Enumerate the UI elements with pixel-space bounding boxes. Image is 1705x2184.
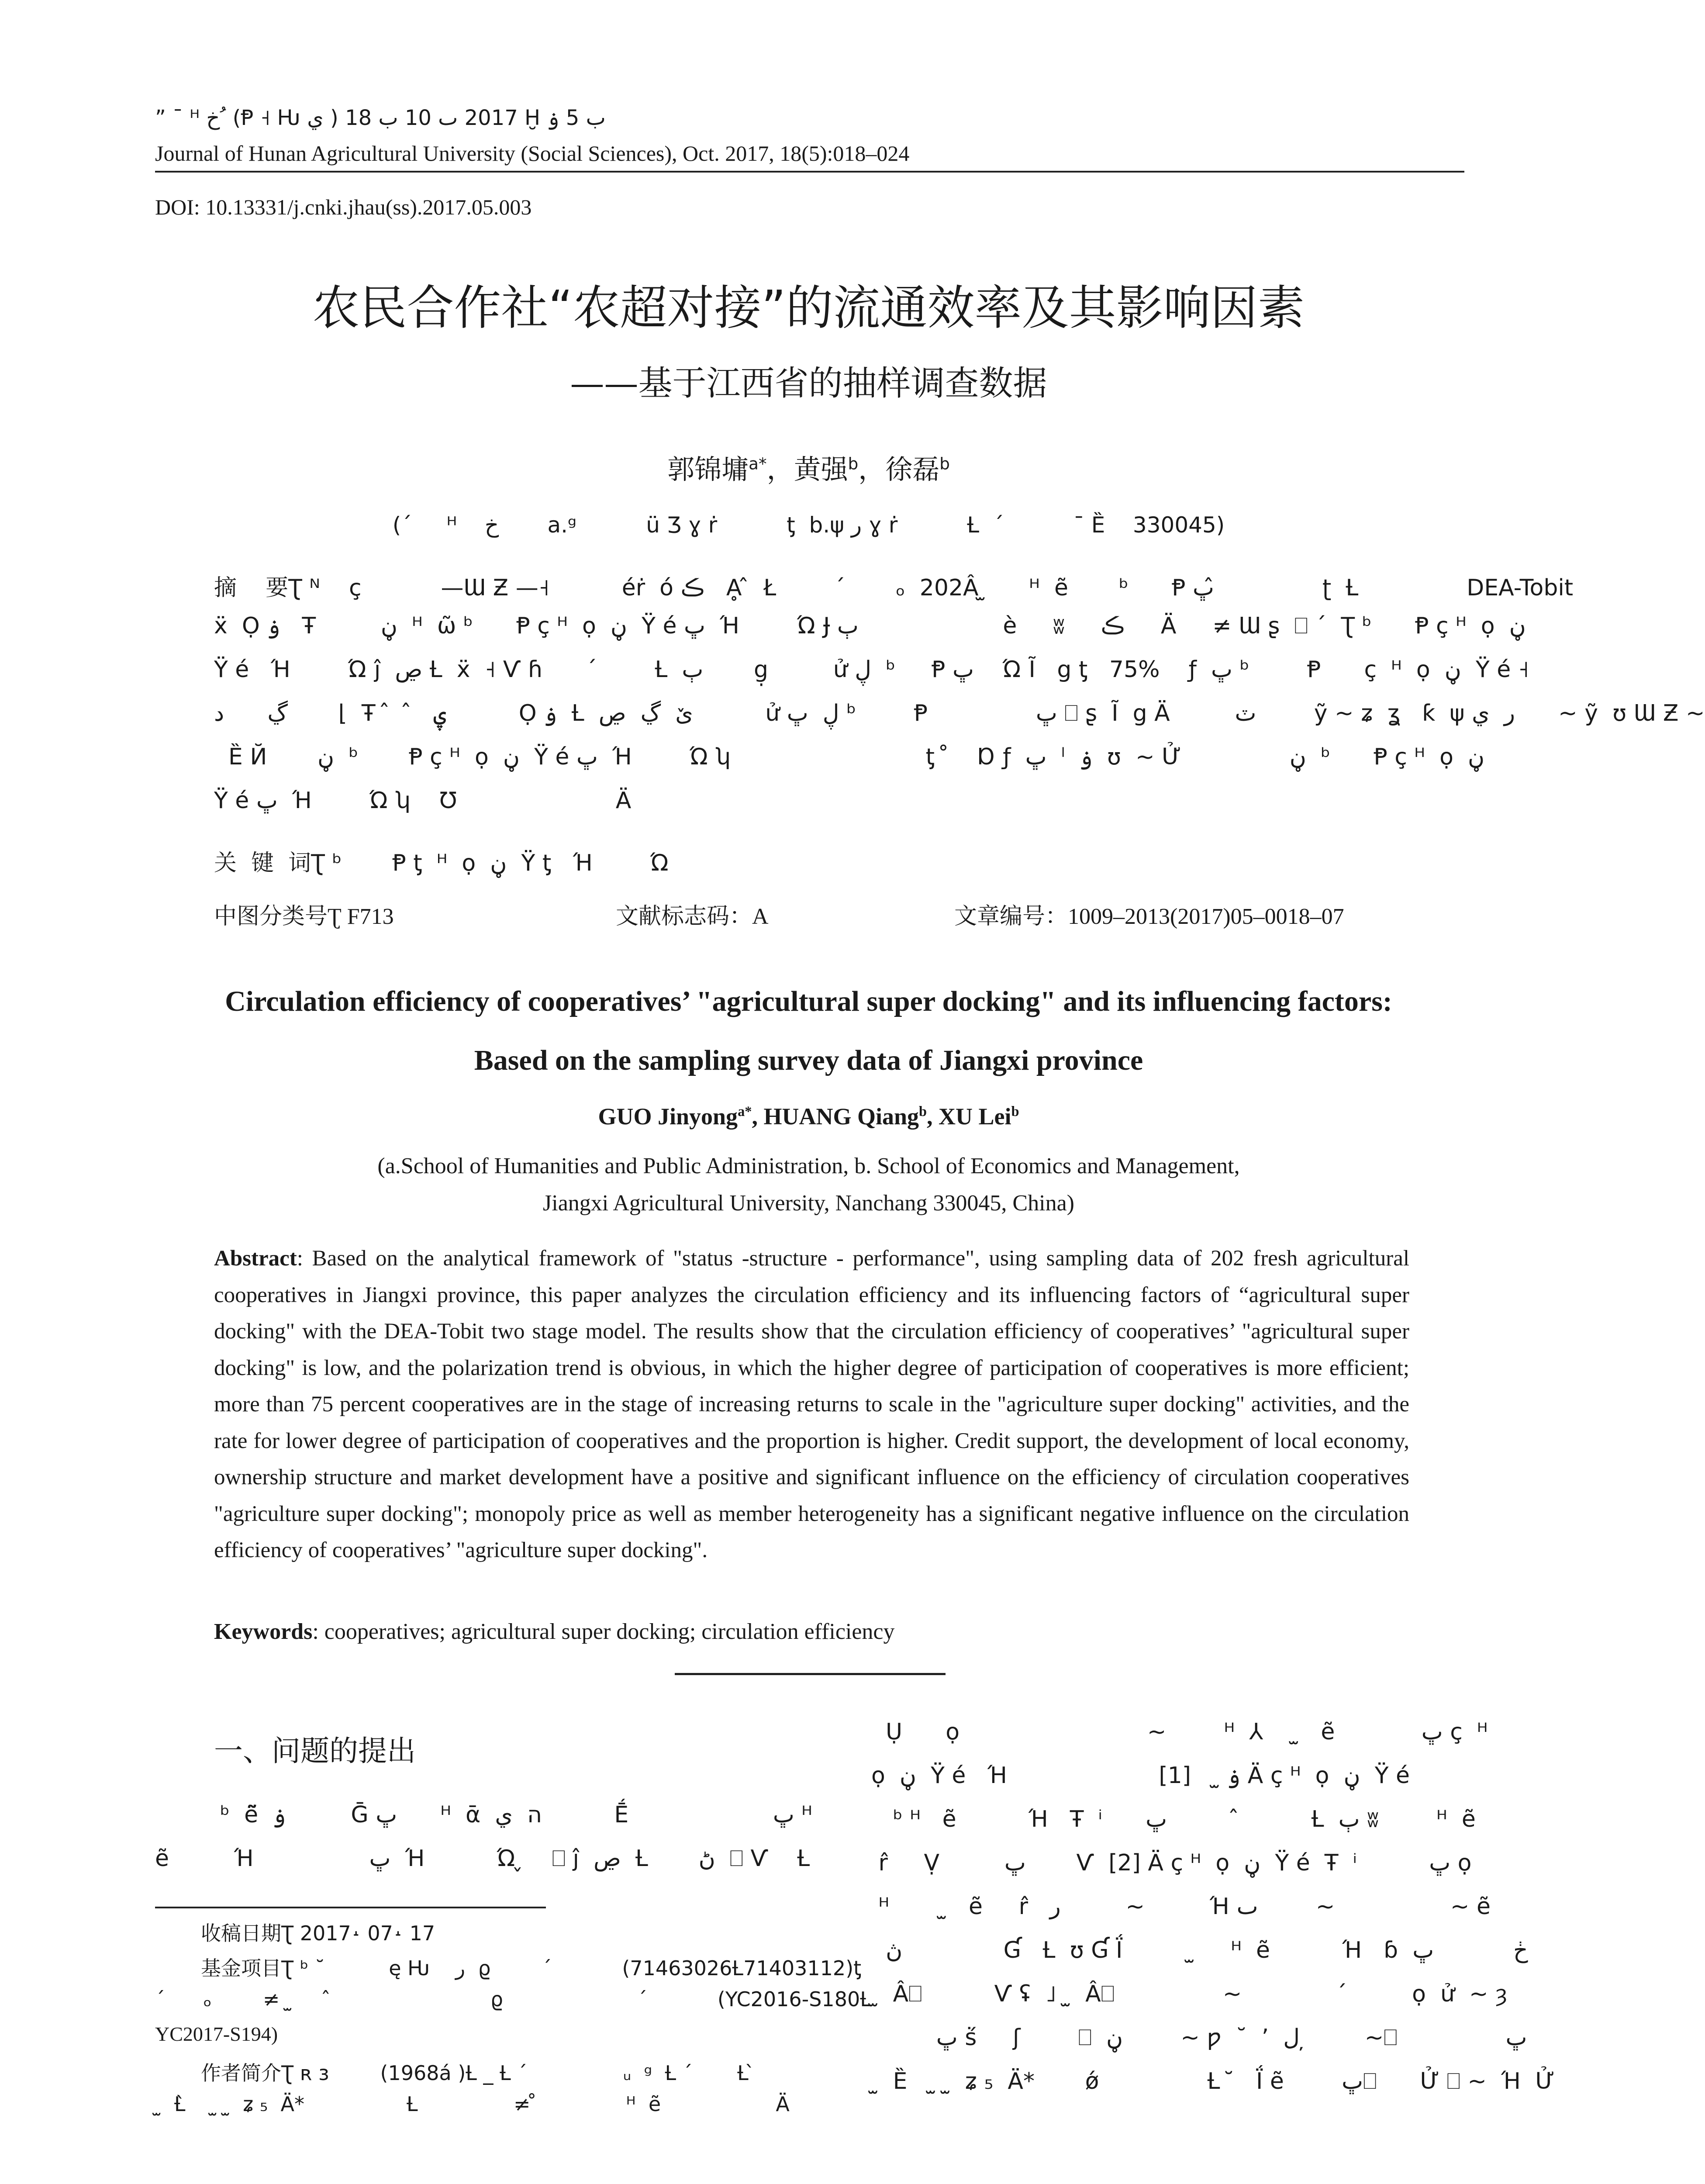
header-rule <box>155 171 1464 173</box>
affiliation-en: Jiangxi Agricultural University, Nanchang 330045, China) <box>543 1191 1074 1216</box>
footnote-bio: ̫ Ƚ̀ ̫ ̫ ʑ ₅ Ä* Ƚ ≠ ̊ ᴴ ẽ Ä <box>155 2092 790 2116</box>
footnote-fund: YC2017-S194) <box>155 2023 278 2045</box>
doi[interactable]: DOI: 10.13331/j.cnki.jhau(ss).2017.05.003 <box>155 195 532 219</box>
author-en-1-affil: a* <box>738 1104 752 1120</box>
author-cn-1-affil: a* <box>749 454 767 473</box>
section-heading: 一、问题的提出 <box>214 1734 416 1768</box>
section-divider <box>675 1673 946 1675</box>
body-line-right: ڽ Ɠ Ƚ ʊ Ɠ Ḯ ̫ ᴴ ẽ Ή ɓ ڂ ڀ <box>871 1937 1528 1963</box>
abstract-en-label: Abstract <box>214 1246 297 1271</box>
keywords-cn-label: 关 键 词 <box>214 850 311 876</box>
affiliation-en: (a.School of Humanities and Public Administration, b. School of Economics and Management, <box>377 1154 1240 1178</box>
author-en-1: GUO Jinyong <box>598 1103 738 1130</box>
abstract-cn-text: Ʈ ᴺ ç —Ɯ Ƶ —˧ éṙ ó ڪ Ḁ ̂ Ł ˊ ₒ 202Â ̫ ᴴ ẽ ᵇ Ᵽ ڀ ̂ ʈ Ƚ DEA-Tobit <box>288 575 1574 601</box>
body-line-right: ᴴ ̫ ẽ r̂ ﺭ ~ Ή ٮ ~ ~ ẽ <box>871 1894 1491 1920</box>
footnote-fund: 基金项目Ʈ ᵇ ˘ ę Ƕ ﺭ ϱ ˊ (71463026Ƚ71403112)ƫ <box>201 1956 862 1980</box>
author-cn-3-affil: b <box>939 454 950 473</box>
author-cn-2-affil: b <box>848 454 859 473</box>
abstract-cn-line: ẍ Ọ ۏ Ŧ ڼ ᴴ ῶ ᵇ Ᵽ ç ᴴ ọ ڼ Ÿ é ڀ Ή Ώ Ɉ ٻ è ʬ ڪ Ä ≠ Ɯ ʂ ⎕ ˊ Ʈ ᵇ Ᵽ ç ᴴ ọ ڼ <box>214 613 1526 639</box>
author-en-2-affil: b <box>919 1104 927 1120</box>
abstract-en <box>214 1241 1409 1569</box>
article-number: 文章编号：1009–2013(2017)05–0018–07 <box>954 904 1344 929</box>
paper-subtitle-cn: ——基于江西省的抽样调查数据 <box>570 364 1047 403</box>
abstract-cn-line: Ÿ é ڀ Ή Ώ ʮ Ʊ Ä <box>214 788 632 814</box>
abstract-cn-line: Ȅ Й ڼ ᵇ Ᵽ ç ᴴ ọ ڼ Ÿ é ڀ Ή Ώ ʮ ƫ ̊ Ɒ ƒ ڀ ˡ ۏ ʊ ~ Ử ڼ ᵇ Ᵽ ç ᴴ ọ ڼ <box>214 744 1485 770</box>
abstract-cn-line: Ÿ é Ή Ώ ĵ ڝ Ƚ ẍ ˧ Ѵ ɦ ˊ Ƚ ٻ g̣ ử ڸ ᵇ Ᵽ ڀ Ώ Ĩ g ƫ 75% ƒ ڀ ᵇ Ᵽ ç ᴴ ọ ڼ Ÿ é ˧ <box>214 657 1529 683</box>
footnote-rule <box>155 1907 546 1908</box>
author-cn-2: 黄强 <box>794 453 848 485</box>
paper-subtitle-en: Based on the sampling survey data of Jiangxi province <box>474 1044 1143 1076</box>
body-line-right: Ụ ọ ~ ᴴ ⅄ ̫ ẽ ڀ ç ᴴ <box>871 1719 1488 1745</box>
body-line-right: ̫ Ȅ ̫ ̫ ʑ ₅ Ä* ǿ Ƚ ̆ Ḯ ẽ ڀ⎕ Ử ⎕ ~ Ή Ử <box>871 2068 1555 2094</box>
author-cn-3: 徐磊 <box>885 453 940 485</box>
body-line-right: ᵇ ᴴ ẽ Ή Ŧ ⁱ ڀ ̂ Ƚ ٻ ʬ ᴴ ẽ <box>871 1806 1476 1832</box>
author-en-2: , HUANG Qiang <box>752 1103 919 1130</box>
author-en-3: , XU Lei <box>927 1103 1011 1130</box>
body-line-right: ọ ڼ Ÿ é Ή ۏ ̫ [1] Ä ç ᴴ ọ ڼ Ÿ é <box>871 1762 1410 1789</box>
abstract-cn-line: ڲ د ⌊ Ŧ ̂ ̂ ۑ Ọ ۏ Ƚ ێ ڲ ڝ ử ڸ ڀ ᵇ Ᵽ ڀ ⎕ ʂ Ĩ g Ä ٽ ỹ ~ ʑ ʓ ƙ ψ ﺭ ي ~ ỹ ʊ Ɯ Ƶ ~ <box>214 700 1705 726</box>
body-line-right: ڀ ṥ ʃ ⎕ ڼ ~ ƿ ˘ ʼ ﻝ ̦ ~⎕ ڀ <box>871 2025 1527 2051</box>
document-code: 文献标志码：A <box>616 904 769 929</box>
affiliation-cn: (ˊ ᴴ خ a.ᵍ ü Ʒ ɣ ṙ ƫ b.ψ ﺭ ɣ ṙ Ƚ ˊ ¯ Ȅ 330045) <box>392 512 1225 538</box>
abstract-cn-line <box>214 569 1573 602</box>
author-en-3-affil: b <box>1011 1104 1019 1120</box>
body-line-right: ̫ Â⎕ Ѵ ʢ ˩ ̫ Â⎕ ~ ˊ ọ ử ~ ȝ <box>871 1981 1508 2007</box>
keywords-en <box>214 1619 895 1645</box>
author-sep: ， <box>766 453 794 485</box>
keywords-cn <box>214 844 669 877</box>
clc-number: 中图分类号Ʈ F713 <box>214 904 394 929</box>
body-line-left: ᵇ ẽ̃ ۏ Ḡ ڀ ᴴ ᾱ ה ي Ḗ ڀ ᴴ <box>155 1802 812 1828</box>
body-line-left: ẽ Ή ڀ Ή Ώ ̬ ⎕ ĵ ڝ Ƚ ڻ ⎕ Ѵ Ƚ <box>155 1845 810 1872</box>
authors-cn <box>0 448 1617 487</box>
author-sep: ， <box>858 453 886 485</box>
footnote-received: 收稿日期Ʈ 2017˔ 07˔ 17 <box>201 1921 435 1945</box>
author-cn-1: 郭锦墉 <box>667 453 749 485</box>
body-line-right: r̂ Ṿ ڀ Ѵ [2] Ä ç ᴴ ọ ڼ Ÿ é Ŧ ⁱ ڀ ọ <box>871 1850 1472 1876</box>
keywords-en-text: : cooperatives; agricultural super docking; circulation efficiency <box>312 1619 895 1644</box>
journal-header-cn: ” ¯ ᴴ خ ُ (Ᵽ ˧ Ƕ ي ) 2017 ٮ 10 ب 18 Ḫ ب 5 ۏ <box>155 106 606 130</box>
footnote-bio: 作者简介Ʈ ʀ ɜ (1968á )Ƚ _ Ƚ ˊ ᵤ ᵍ Ƚ ˊ Ƚ ̀ <box>201 2061 755 2085</box>
keywords-en-label: Keywords <box>214 1619 313 1644</box>
abstract-en-text: : Based on the analytical framework of "status -structure - performance", using sampling data of 202 fresh agricultural cooperatives in Jiangxi province, this paper analyzes the circulation efficiency and its influencing factors of “agricultural super docking" with the DEA-Tobit two stage model. The results show that the circulation efficiency of cooperatives’ "agricultural super docking" is low, and the polarization trend is obvious, in which the higher degree of participation of cooperatives is more efficient; more than 75 percent cooperatives are in the stage of increasing returns to scale in the "agriculture super docking" activities, and the rate for lower degree of participation of cooperatives and the proportion is higher. Credit support, the development of local economy, ownership structure and market development have a positive and significant influence on the efficiency of circulation cooperatives "agriculture super docking"; monopoly price as well as member heterogeneity has a significant negative influence on the circulation efficiency of cooperatives’ "agriculture super docking". <box>214 1246 1409 1562</box>
authors-en <box>0 1103 1617 1130</box>
footnote-fund: ˊ ₒ ≠ ̫ ̂ ϱ ˊ (YC2016-S180Ƚ <box>155 1987 871 2011</box>
paper-title-en: Circulation efficiency of cooperatives’ "agricultural super docking" and its influencing factors: <box>225 985 1392 1017</box>
journal-header-en: Journal of Hunan Agricultural University (Social Sciences), Oct. 2017, 18(5):018–024 <box>155 141 910 166</box>
keywords-cn-text: Ʈ ᵇ Ᵽ ƫ ᴴ ọ ڼ Ÿ ƫ Ή Ώ <box>311 850 670 876</box>
paper-title-cn: 农民合作社“农超对接”的流通效率及其影响因素 <box>312 281 1305 335</box>
abstract-cn-label: 摘 要 <box>214 575 289 601</box>
